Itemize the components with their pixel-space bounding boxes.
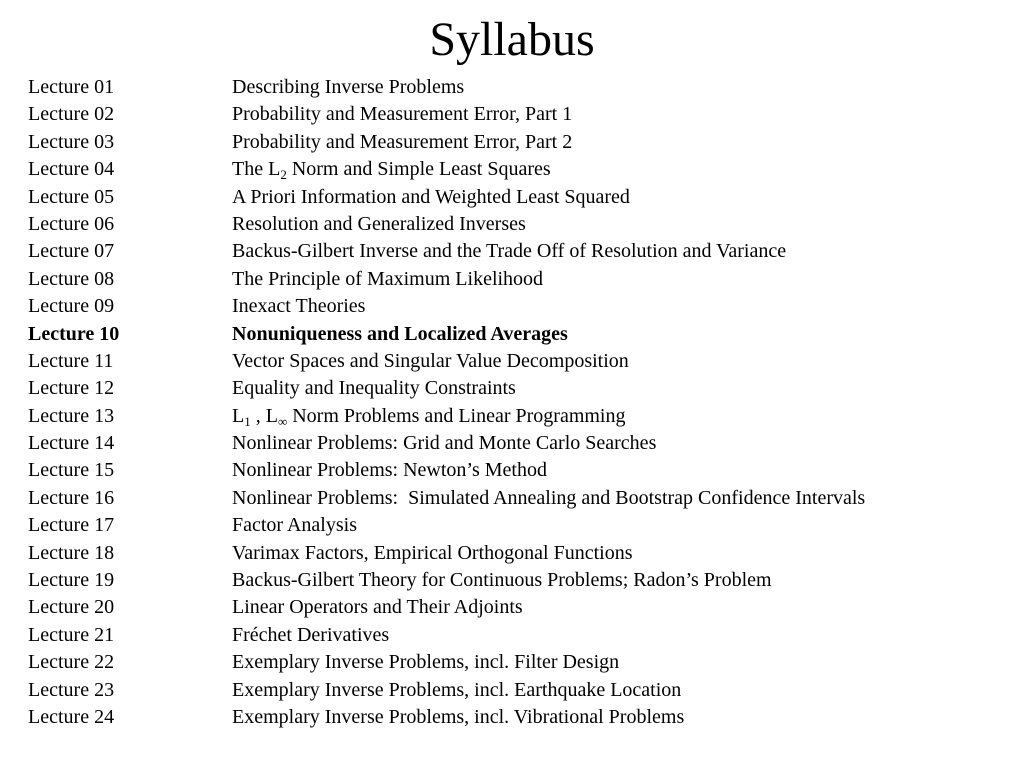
lecture-number: Lecture 19: [28, 569, 115, 592]
lecture-row: [28, 211, 1018, 238]
lecture-number: Lecture 22: [28, 651, 115, 674]
lecture-topic: Linear Operators and Their Adjoints: [232, 596, 523, 619]
lecture-number: Lecture 03: [28, 130, 115, 153]
topic-text: The L: [232, 158, 281, 181]
lecture-row: [28, 540, 1018, 567]
lecture-row: [28, 375, 1018, 402]
lecture-row: [28, 184, 1018, 211]
lecture-number: Lecture 08: [28, 267, 115, 290]
lecture-topic: Backus-Gilbert Inverse and the Trade Off of Resolution and Variance: [232, 240, 787, 263]
lecture-topic: Nonlinear Problems: Newton’s Method: [232, 459, 547, 482]
lecture-row: [28, 649, 1018, 676]
lecture-row: [28, 74, 1018, 101]
lecture-topic: Resolution and Generalized Inverses: [232, 212, 526, 235]
lecture-number: Lecture 06: [28, 212, 115, 235]
lecture-number: Lecture 14: [28, 432, 115, 455]
topic-text: L: [232, 404, 245, 427]
lecture-topic: Nonlinear Problems: Grid and Monte Carlo Searches: [232, 432, 657, 455]
lecture-row: [28, 457, 1018, 484]
lecture-number: Lecture 16: [28, 486, 115, 509]
lecture-row: [28, 677, 1018, 704]
lecture-topic: Fréchet Derivatives: [232, 623, 390, 646]
topic-subscript: 2: [280, 167, 287, 183]
lecture-number: Lecture 18: [28, 541, 115, 564]
lecture-topic: Factor Analysis: [232, 514, 357, 537]
lecture-row-current: [28, 321, 1018, 348]
lecture-row: [28, 622, 1018, 649]
lecture-row: [28, 156, 1018, 183]
lecture-number: Lecture 12: [28, 377, 115, 400]
lecture-number: Lecture 23: [28, 678, 115, 701]
lecture-number: Lecture 04: [28, 158, 115, 181]
lecture-number: Lecture 01: [28, 76, 115, 98]
lecture-number: Lecture 11: [28, 349, 114, 372]
topic-subscript: 1: [244, 413, 251, 429]
lecture-number: Lecture 20: [28, 596, 115, 619]
lecture-topic: The Principle of Maximum Likelihood: [232, 267, 544, 290]
lecture-row: [28, 266, 1018, 293]
lecture-number: Lecture 02: [28, 103, 115, 126]
lecture-topic: Probability and Measurement Error, Part 1: [232, 103, 573, 126]
lecture-topic: [232, 156, 551, 183]
lecture-number: Lecture 05: [28, 185, 115, 208]
lecture-number: Lecture 13: [28, 404, 115, 427]
lecture-topic: Exemplary Inverse Problems, incl. Vibrational Problems: [232, 705, 685, 728]
topic-text: , L: [250, 404, 278, 427]
lecture-row: [28, 101, 1018, 128]
lecture-row: [28, 293, 1018, 320]
lecture-topic: Describing Inverse Problems: [232, 76, 465, 98]
lecture-number: Lecture 15: [28, 459, 115, 482]
lecture-row: [28, 430, 1018, 457]
topic-text: Norm Problems and Linear Programming: [287, 404, 626, 427]
lecture-row: [28, 238, 1018, 265]
lecture-topic: Probability and Measurement Error, Part 2: [232, 130, 573, 153]
lecture-number: Lecture 09: [28, 295, 115, 318]
lecture-row: [28, 704, 1018, 731]
lecture-topic: Nonuniqueness and Localized Averages: [232, 322, 568, 345]
lecture-topic: Varimax Factors, Empirical Orthogonal Functions: [232, 541, 633, 564]
lecture-topic: Equality and Inequality Constraints: [232, 377, 516, 400]
lecture-number: Lecture 21: [28, 623, 115, 646]
lecture-topic: Nonlinear Problems: Simulated Annealing and Bootstrap Confidence Intervals: [232, 486, 866, 509]
lecture-number: Lecture 17: [28, 514, 115, 537]
lecture-topic: A Priori Information and Weighted Least Squared: [232, 185, 630, 208]
lecture-topic: Backus-Gilbert Theory for Continuous Problems; Radon’s Problem: [232, 569, 772, 592]
lecture-row: [28, 594, 1018, 621]
lecture-number: Lecture 10: [28, 322, 120, 345]
lecture-topic: Exemplary Inverse Problems, incl. Filter Design: [232, 651, 620, 674]
lecture-topic: Inexact Theories: [232, 295, 366, 318]
lecture-number: Lecture 24: [28, 705, 115, 728]
lecture-number: Lecture 07: [28, 240, 115, 263]
topic-text: Norm and Simple Least Squares: [286, 158, 551, 181]
slide-title: Syllabus: [429, 13, 595, 66]
topic-subscript: ∞: [277, 413, 288, 429]
lecture-topic: [232, 403, 626, 430]
lecture-list: [28, 74, 1018, 731]
lecture-topic: Exemplary Inverse Problems, incl. Earthquake Location: [232, 678, 682, 701]
lecture-row: [28, 512, 1018, 539]
lecture-row: [28, 129, 1018, 156]
lecture-row: [28, 348, 1018, 375]
lecture-row: [28, 485, 1018, 512]
lecture-topic: Vector Spaces and Singular Value Decomposition: [232, 349, 629, 372]
lecture-row: [28, 567, 1018, 594]
lecture-row: [28, 403, 1018, 430]
